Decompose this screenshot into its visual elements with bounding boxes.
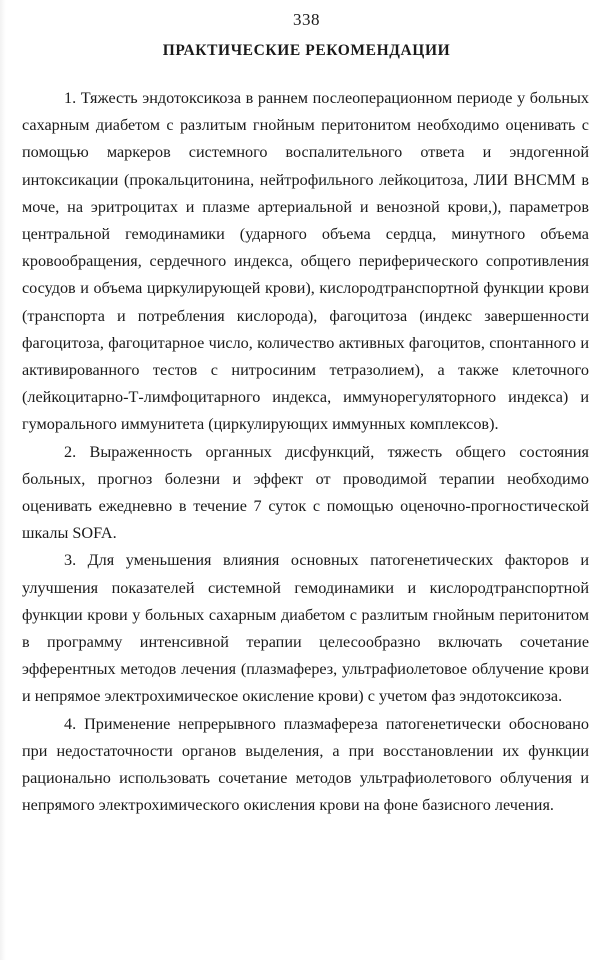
recommendation-paragraph-2: 2. Выраженность органных дисфункций, тяжесть общего состояния больных, прогноз болезни и эффект от проводимой терапии необходимо оценивать ежедневно в течение 7 суток с помощью оценочно-прогностической шкалы SOFA. [22, 442, 589, 543]
recommendation-paragraph-1: 1. Тяжесть эндотоксикоза в раннем послеоперационном периоде у больных сахарным диабетом с разлитым гнойным перитонитом необходимо оценивать с помощью маркеров системного воспалительного ответа и эндогенной интоксикации (прокальцитонина, нейтрофильного лейкоцитоза, ЛИИ ВНСММ в моче, на эритроцитах и плазме артериальной и венозной крови,), параметров центральной гемодинамики (ударного объема сердца, минутного объема кровообращения, сердечного индекса, общего периферического сопротивления сосудов и объема циркулирующей крови), кислородтранспортной функции крови (транспорта и потребления кислорода), фагоцитоза (индекс завершенности фагоцитоза, фагоцитарное число, количество активных фагоцитов, спонтанного и активированного тестов с нитросиним тетразолием), а также клеточного (лейкоцитарно-Т-лимфоцитарного индекса, иммунорегуляторного индекса) и гуморального иммунитета (циркулирующих иммунных комплексов). [22, 89, 589, 434]
page-number: 338 [293, 10, 320, 29]
recommendations-body [22, 85, 589, 819]
recommendation-paragraph-3: 3. Для уменьшения влияния основных патогенетических факторов и улучшения показателей системной гемодинамики и кислородтранспортной функции крови у больных сахарным диабетом с разлитым гнойным перитонитом в программу интенсивной терапии целесообразно включать сочетание эфферентных методов лечения (плазмаферез, ультрафиолетовое облучение крови и непрямое электрохимическое окисление крови) с учетом фаз эндотоксикоза. [22, 551, 589, 706]
section-heading: ПРАКТИЧЕСКИЕ РЕКОМЕНДАЦИИ [162, 42, 451, 59]
scan-edge-shadow [0, 0, 6, 960]
recommendation-paragraph-4: 4. Применение непрерывного плазмафереза патогенетически обосновано при недостаточности органов выделения, а при восстановлении их функции рационально использовать сочетание методов ультрафиолетового облучения и непрямого электрохимического окисления крови на фоне базисного лечения. [22, 714, 589, 815]
